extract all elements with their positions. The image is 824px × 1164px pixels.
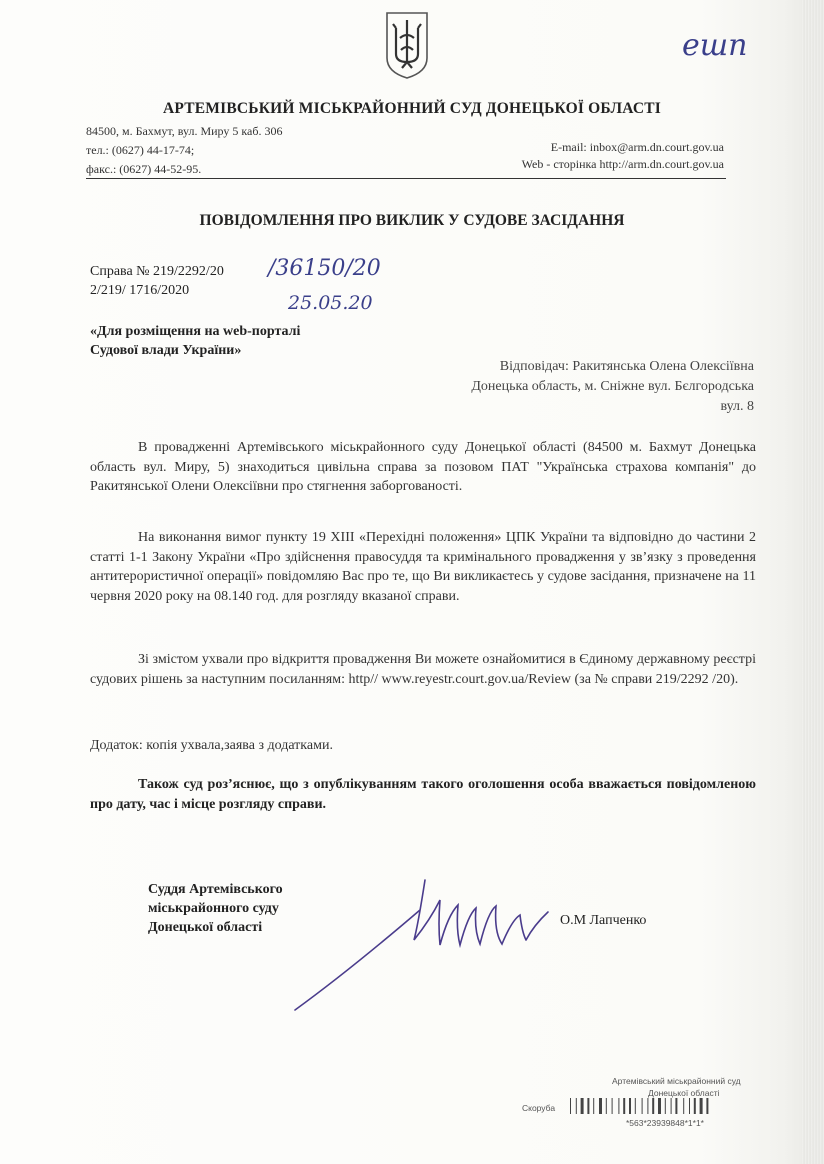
handwritten-mark: ешп [682, 28, 748, 63]
notice-paragraph: Також суд роз’яснює, що з опублікуванням такого оголошення особа вважається повідомленою про дату, час і місце розгляду справи. [90, 777, 756, 812]
court-address: 84500, м. Бахмут, вул. Миру 5 каб. 306 [86, 124, 283, 138]
court-phone: тел.: (0627) 44-17-74; [86, 143, 195, 157]
defendant-street: вул. 8 [720, 399, 754, 414]
paragraph-case-info: В провадженні Артемівського міськрайонного суду Донецької області (84500 м. Бахмут Донецька область вул. Миру, 5) знаходиться цивільна справа за позовом ПАТ "Українська страхова компанія" до Ракитянської Олени Олексіївни про стягнення заборгованості. [90, 440, 756, 494]
case-number: Справа № 219/2292/20 [90, 264, 224, 279]
paragraph-summons: На виконання вимог пункту 19 XIII «Перехідні положення» ЦПК України та відповідно до частини 2 статті 1-1 Закону України «Про здійснення правосуддя та кримінального провадження у зв’язку з проведення антитерористичної операції» повідомляю Вас про те, що Ви викликаєтесь у судове засідання, призначене на 11 червня 2020 року на 08.140 год. для розгляду вказаної справи. [90, 530, 756, 604]
handwritten-signature [290, 870, 560, 1020]
court-name: АРТЕМІВСЬКИЙ МІСЬКРАЙОННИЙ СУД ДОНЕЦЬКОЇ ОБЛАСТІ [162, 100, 662, 117]
stamp-line2: Донецької області [648, 1088, 720, 1098]
proceeding-number: 2/219/ 1716/2020 [90, 283, 190, 298]
judge-name: О.М Лапченко [560, 913, 647, 928]
handwritten-registration-number: /36150/20 [268, 256, 381, 281]
publication-note-line1: «Для розміщення на web-порталі [90, 324, 301, 339]
defendant-address: Донецька область, м. Сніжне вул. Бєлгородська [471, 379, 754, 394]
trident-emblem-icon [384, 10, 430, 80]
header-divider [86, 178, 726, 179]
stamp-line1: Артемівський міськрайонний суд [612, 1076, 741, 1086]
court-fax: факс.: (0627) 44-52-95. [86, 162, 202, 176]
handwritten-registration-date: 25.05.20 [288, 292, 373, 314]
barcode-code: *563*23939848*1*1* [626, 1118, 704, 1128]
defendant-name: Відповідач: Ракитянська Олена Олексіївна [499, 359, 754, 374]
judge-title-line2: міськрайонного суду [148, 901, 279, 916]
judge-title-line3: Донецької області [148, 920, 263, 935]
stamp-label: Скоруба [522, 1103, 556, 1113]
stacked-paper-edge [802, 0, 824, 1164]
attachment-note: Додаток: копія ухвала,заява з додатками. [90, 738, 333, 753]
defendant-block [471, 357, 754, 417]
court-email: E-mail: inbox@arm.dn.court.gov.ua [550, 140, 724, 154]
court-website: Web - сторінка http://arm.dn.court.gov.ua [521, 157, 724, 171]
judge-title-line1: Суддя Артемівського [148, 882, 283, 897]
document-title: ПОВІДОМЛЕННЯ ПРО ВИКЛИК У СУДОВЕ ЗАСІДАННЯ [199, 212, 625, 229]
barcode-icon [568, 1098, 750, 1116]
judge-title [148, 880, 283, 937]
publication-note-line2: Судової влади України» [90, 343, 242, 358]
paragraph-registry-link: Зі змістом ухвали про відкриття провадження Ви можете ознайомитися в Єдиному державному реєстрі судових рішень за наступним посиланням: http// www.reyestr.court.gov.ua/Review (за № справи 219/2292 /20). [90, 652, 756, 687]
